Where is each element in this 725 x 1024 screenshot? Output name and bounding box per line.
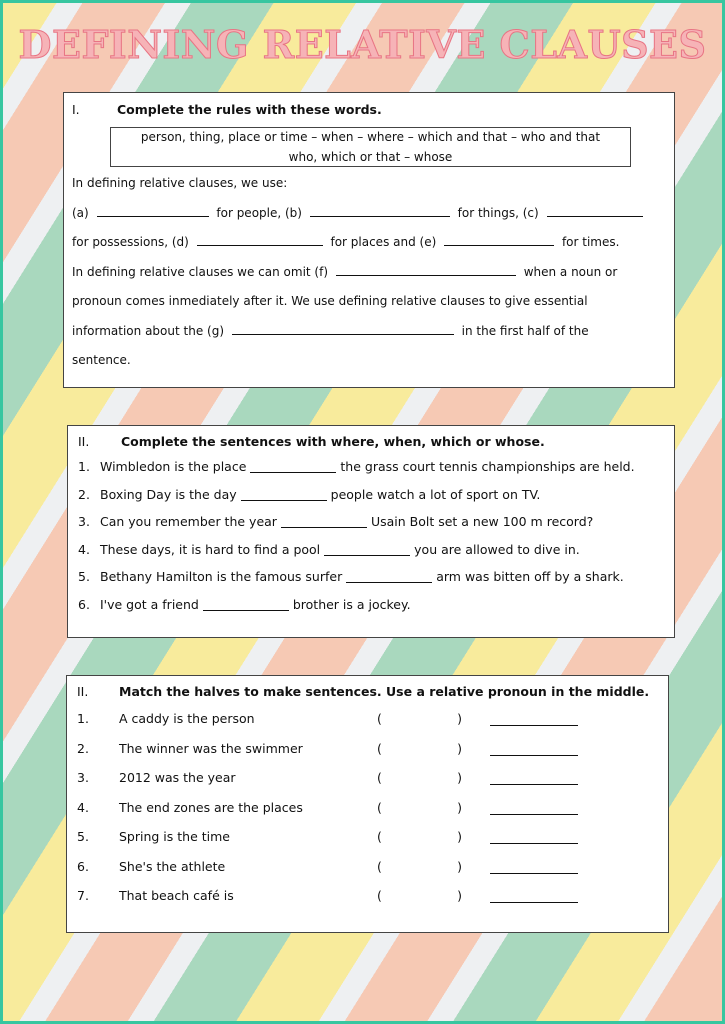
letter-slot[interactable]: ( ) <box>377 770 462 786</box>
rule-line <box>72 346 666 376</box>
item-number: 5. <box>77 829 89 845</box>
pronoun-blank[interactable] <box>490 776 578 785</box>
item-number: 2. <box>78 486 90 502</box>
sentence-half: The winner was the swimmer <box>119 740 303 756</box>
sentence-start: Bethany Hamilton is the famous surfer <box>100 569 343 585</box>
sentence-end: Usain Bolt set a new 100 m record? <box>370 514 594 530</box>
sentence-start: Can you remember the year <box>100 514 277 530</box>
answer-blank-f[interactable] <box>336 263 516 276</box>
section-number: II. <box>78 433 90 449</box>
answer-blank-a[interactable] <box>97 204 209 217</box>
list-item <box>77 763 658 793</box>
match-halves-section <box>66 675 669 933</box>
section-instruction: Match the halves to make sentences. Use a relative pronoun in the middle. <box>119 683 650 699</box>
complete-sentences-heading <box>78 431 664 451</box>
answer-blank[interactable] <box>241 488 327 501</box>
section-instruction: Complete the rules with these words. <box>117 101 382 117</box>
sentence-end: brother is a jockey. <box>292 596 411 612</box>
item-number: 4. <box>77 799 89 815</box>
list-item <box>78 481 664 509</box>
rule-line <box>72 317 666 347</box>
section-number: II. <box>77 683 89 699</box>
answer-blank-e[interactable] <box>444 233 554 246</box>
rule-text: sentence. <box>72 353 131 367</box>
rules-heading <box>72 99 666 119</box>
list-item <box>78 536 664 564</box>
complete-sentences-section <box>67 425 675 638</box>
answer-blank[interactable] <box>324 543 410 556</box>
word-bank-line: who, which or that – whose <box>288 150 453 164</box>
rule-text: for places and (e) <box>330 235 437 249</box>
rule-line <box>72 287 666 317</box>
rule-text: In defining relative clauses, we use: <box>72 176 288 190</box>
item-number: 1. <box>77 711 89 727</box>
pronoun-blank[interactable] <box>490 894 578 903</box>
sentence-start: These days, it is hard to find a pool <box>100 541 321 557</box>
list-item <box>77 704 658 734</box>
section-instruction: Complete the sentences with where, when, which or whose. <box>121 433 545 449</box>
rule-text: when a noun or <box>523 264 618 279</box>
list-item <box>77 734 658 764</box>
letter-slot[interactable]: ( ) <box>377 829 462 845</box>
item-number: 3. <box>77 770 89 786</box>
pronoun-blank[interactable] <box>490 747 578 756</box>
rule-line <box>72 258 666 288</box>
rule-text: for things, (c) <box>457 205 539 220</box>
match-list <box>77 704 658 911</box>
item-number: 7. <box>77 888 89 904</box>
list-item <box>77 793 658 823</box>
list-item <box>78 563 664 591</box>
rules-section <box>63 92 675 388</box>
answer-blank-d[interactable] <box>197 233 323 246</box>
rule-text: for times. <box>561 235 620 249</box>
rule-text: information about the (g) <box>72 323 224 338</box>
answer-blank[interactable] <box>281 515 367 528</box>
rule-text: pronoun comes inmediately after it. We use defining relative clauses to give essential <box>72 294 588 308</box>
letter-slot[interactable]: ( ) <box>377 888 462 904</box>
rule-line <box>72 169 666 199</box>
rule-line <box>72 228 666 258</box>
answer-blank-g[interactable] <box>232 322 454 335</box>
item-number: 4. <box>78 541 90 557</box>
item-number: 5. <box>78 569 90 585</box>
pronoun-blank[interactable] <box>490 806 578 815</box>
answer-blank[interactable] <box>346 570 432 583</box>
rule-text: for people, (b) <box>216 205 302 220</box>
item-number: 2. <box>77 740 89 756</box>
word-bank-line: person, thing, place or time – when – where – which and that – who and that <box>140 130 601 144</box>
sentence-half: She's the athlete <box>119 858 226 874</box>
rule-text: In defining relative clauses we can omit (f) <box>72 264 329 279</box>
worksheet-title: DEFINING RELATIVE CLAUSES <box>18 22 707 67</box>
sentence-half: Spring is the time <box>119 829 230 845</box>
list-item <box>78 508 664 536</box>
rule-line <box>72 199 666 229</box>
sentence-half: That beach café is <box>119 888 234 904</box>
letter-slot[interactable]: ( ) <box>377 740 462 756</box>
sentence-start: I've got a friend <box>100 596 199 612</box>
letter-slot[interactable]: ( ) <box>377 799 462 815</box>
list-item <box>77 881 658 911</box>
sentence-start: Boxing Day is the day <box>100 486 237 502</box>
pronoun-blank[interactable] <box>490 717 578 726</box>
sentence-start: Wimbledon is the place <box>100 459 247 475</box>
item-number: 1. <box>78 459 90 475</box>
answer-blank[interactable] <box>250 460 336 473</box>
rule-text: in the first half of the <box>461 323 589 338</box>
sentence-end: the grass court tennis championships are held. <box>340 459 635 475</box>
list-item <box>77 822 658 852</box>
answer-blank-c[interactable] <box>547 204 643 217</box>
list-item <box>78 591 664 619</box>
pronoun-blank[interactable] <box>490 865 578 874</box>
section-number: I. <box>72 101 80 117</box>
list-item <box>77 852 658 882</box>
sentence-half: A caddy is the person <box>119 711 255 727</box>
sentence-end: you are allowed to dive in. <box>414 541 580 557</box>
sentence-half: The end zones are the places <box>119 799 303 815</box>
match-halves-heading <box>77 681 658 701</box>
list-item <box>78 453 664 481</box>
sentence-end: people watch a lot of sport on TV. <box>330 486 541 502</box>
letter-slot[interactable]: ( ) <box>377 711 462 727</box>
sentence-list <box>78 453 664 618</box>
letter-slot[interactable]: ( ) <box>377 858 462 874</box>
word-bank <box>110 127 631 167</box>
rule-text: (a) <box>72 205 89 220</box>
item-number: 6. <box>78 596 90 612</box>
answer-blank-b[interactable] <box>310 204 450 217</box>
sentence-end: arm was bitten off by a shark. <box>436 569 624 585</box>
rule-text: for possessions, (d) <box>72 235 189 249</box>
item-number: 6. <box>77 858 89 874</box>
pronoun-blank[interactable] <box>490 835 578 844</box>
answer-blank[interactable] <box>203 598 289 611</box>
item-number: 3. <box>78 514 90 530</box>
sentence-half: 2012 was the year <box>119 770 236 786</box>
